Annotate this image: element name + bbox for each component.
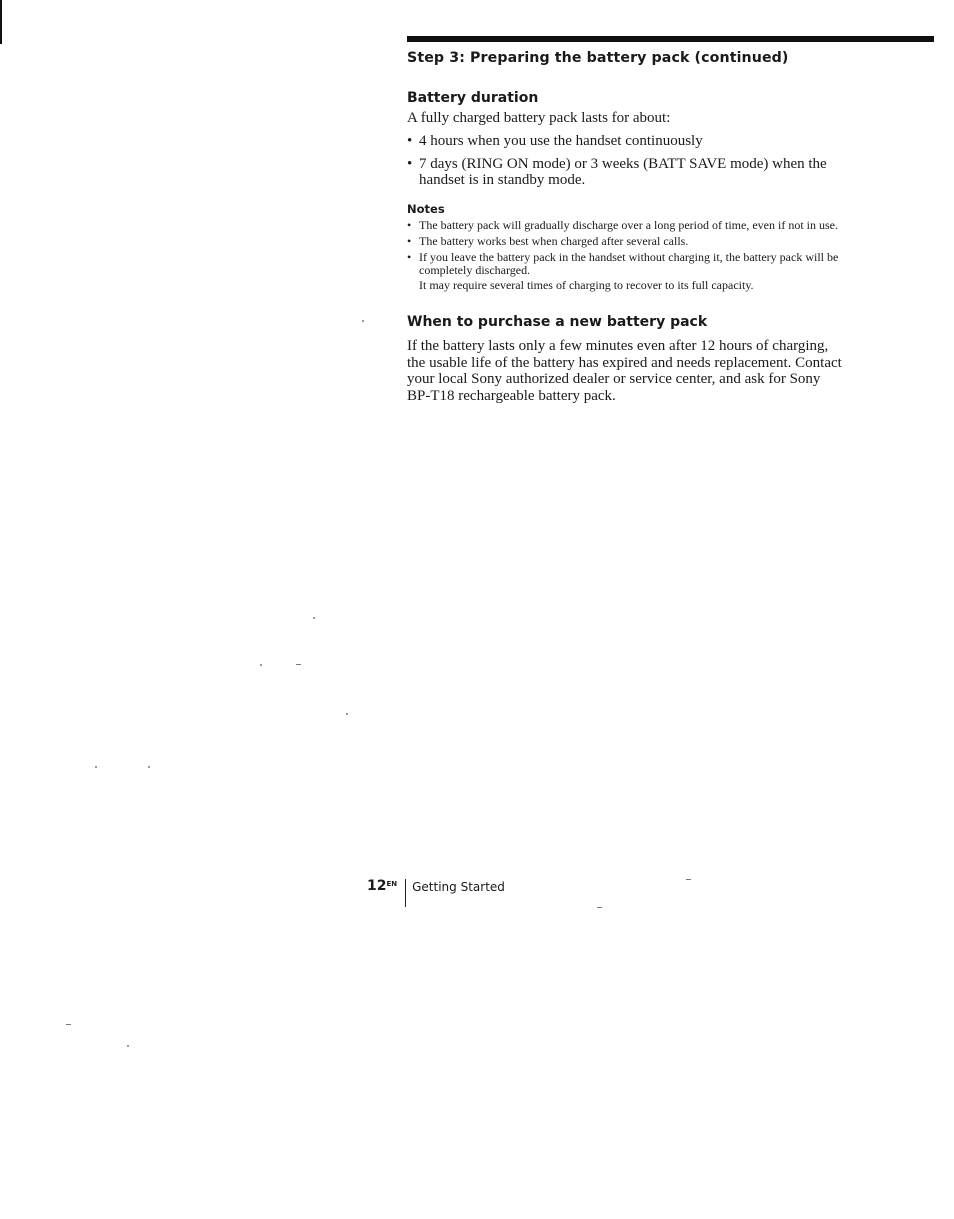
list-item: [407, 133, 849, 149]
list-item: [407, 219, 844, 232]
notes-list: [407, 219, 934, 277]
list-item: [407, 251, 844, 277]
bullet-icon: •: [407, 133, 413, 149]
battery-duration-list: [407, 133, 934, 188]
bullet-icon: •: [407, 250, 412, 264]
list-item: [407, 156, 849, 188]
list-item-text: The battery works best when charged after several calls.: [419, 234, 689, 248]
scan-speck: [95, 766, 97, 768]
page-content: [407, 36, 934, 404]
page-number-value: 12: [367, 878, 387, 894]
notes-extra-text: It may require several times of charging to recover to its full capacity.: [419, 278, 754, 292]
list-item-text: 7 days (RING ON mode) or 3 weeks (BATT SAVE mode) when the handset is in standby mode.: [419, 156, 827, 188]
scan-speck: [127, 1045, 129, 1047]
page-number: [367, 876, 397, 896]
scan-speck: [296, 664, 301, 665]
list-item-text: If you leave the battery pack in the handset without charging it, the battery pack will be completely discharged.: [419, 250, 839, 277]
footer-divider: [405, 879, 406, 907]
footer-section-name: Getting Started: [412, 880, 505, 894]
scan-speck: [313, 617, 315, 619]
section-title: Step 3: Preparing the battery pack (continued): [407, 50, 789, 66]
purchase-text: If the battery lasts only a few minutes even after 12 hours of charging, the usable life of the battery has expired and needs replacement. Contact your local Sony authorized dealer or service center, and ask for Sony BP-T18 rechargeable battery pack.: [407, 338, 842, 404]
scan-edge-mark: [0, 0, 2, 44]
scan-speck: [260, 664, 262, 666]
page-footer: [367, 876, 505, 906]
scan-speck: [362, 320, 364, 322]
bullet-icon: •: [407, 156, 413, 172]
scan-speck: [686, 879, 691, 880]
list-item-text: The battery pack will gradually discharge over a long period of time, even if not in use.: [419, 218, 838, 232]
notes-heading: Notes: [407, 202, 445, 216]
bullet-icon: •: [407, 218, 412, 232]
battery-duration-intro: A fully charged battery pack lasts for about:: [407, 110, 671, 126]
list-item: [407, 235, 844, 248]
header-rule: [407, 36, 934, 42]
scan-speck: [346, 713, 348, 715]
page-number-suffix: EN: [386, 880, 398, 888]
scan-speck: [148, 766, 150, 768]
battery-duration-heading: Battery duration: [407, 90, 539, 106]
scan-speck: [66, 1024, 71, 1025]
bullet-icon: •: [407, 234, 412, 248]
list-item-text: 4 hours when you use the handset continuously: [419, 133, 703, 149]
scan-speck: [597, 907, 602, 908]
purchase-heading: When to purchase a new battery pack: [407, 314, 708, 330]
